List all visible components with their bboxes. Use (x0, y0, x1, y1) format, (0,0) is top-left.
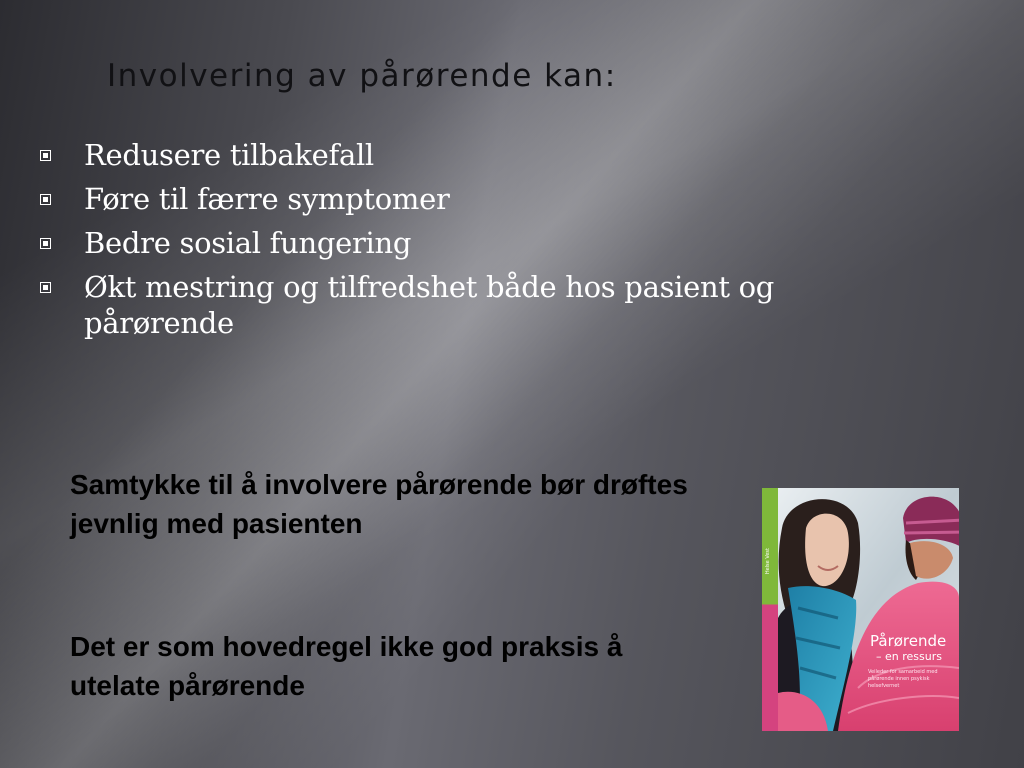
book-title: Pårørende (870, 632, 947, 650)
cover-photo (778, 488, 959, 731)
practice-note: Det er som hovedregel ikke god praksis å utelate pårørende (70, 631, 623, 701)
book-cover-image (762, 488, 959, 731)
cover-spine-text: Helse Vest (765, 548, 771, 575)
consent-note: Samtykke til å involvere pårørende bør drøftes jevnlig med pasienten (70, 469, 688, 539)
cover-spine-strip (762, 488, 778, 731)
square-bullet-icon (40, 282, 51, 293)
bullet-item (38, 181, 838, 217)
book-tagline: Veileder for samarbeid med pårørende innen psykisk helsefvernet (868, 669, 938, 689)
bullet-item (38, 225, 838, 261)
square-bullet-icon (40, 238, 51, 249)
slide-title: Involvering av pårørende kan: (107, 58, 617, 94)
bullet-text: Føre til færre symptomer (84, 182, 450, 216)
bullet-text: Bedre sosial fungering (84, 226, 412, 260)
bullet-text: Redusere tilbakefall (84, 138, 374, 172)
square-bullet-icon (40, 194, 51, 205)
book-subtitle: – en ressurs (876, 650, 942, 663)
square-bullet-icon (40, 150, 51, 161)
bullet-item (38, 137, 838, 173)
bullet-text: Økt mestring og tilfredshet både hos pasient og pårørende (84, 270, 775, 340)
bullet-item (38, 269, 838, 341)
bullet-list (38, 137, 838, 349)
